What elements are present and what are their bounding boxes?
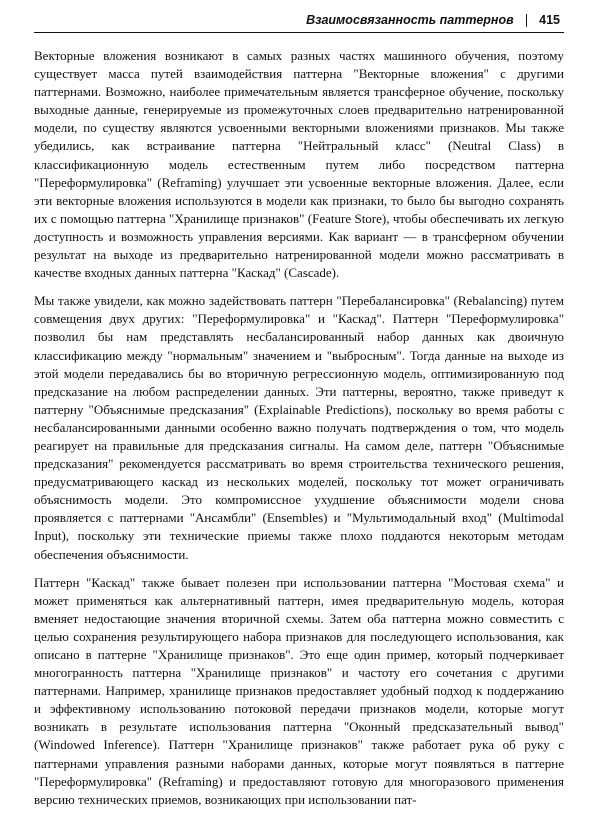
paragraph-cascade: Паттерн "Каскад" также бывает полезен при использовании паттерна "Мостовая схема" и может применяться как альтернативный паттерн, имея предварительную модель, которая вменяет недостающие значения вторичной схемы. Затем оба паттерна можно совместить с целью сохранения результирующего набора признаков для последующего использования, как описано в паттерне "Хранилище признаков". Это еще один пример, который подчеркивает многогранность паттерна "Хранилище признаков" и частоту его сочетания с другими паттернами. Например, хранилище признаков предоставляет удобный подход к поддержанию и эффективному использованию потоковой передачи признаков модели, которые могут возникать в результате использования паттерна "Оконный предсказательный вывод" (Windowed Inference). Паттерн "Хранилище признаков" также работает рука об руку с паттернами управления разными наборами данных, которые могут появляться в паттерне "Переформулировка" (Reframing) и предоставляют готовую для многоразового применения версию технических приемов, возникающих при использовании пат-	[34, 574, 564, 807]
running-header	[34, 10, 564, 33]
header-separator	[526, 14, 528, 27]
book-page	[34, 10, 564, 822]
paragraph-embeddings: Векторные вложения возникают в самых разных частях машинного обучения, поэтому существует масса путей взаимодействия паттерна "Векторные вложения" с другими паттернами. Возможно, наиболее примечательным является трансферное обучение, поскольку выходные данные, генерируемые из промежуточных слоев предварительно натренированной модели, по существу являются усвоенными векторными вложениями признаков. Мы также убедились, как встраивание паттерна "Нейтральный класс" (Neutral Class) в классификационную модель естественным путем либо посредством паттерна "Переформулировка" (Reframing) улучшает эти усвоенные векторные вложения. Далее, если эти векторные вложения используются в модели как признаки, то было бы выгодно сохранять их с помощью паттерна "Хранилище признаков" (Feature Store), чтобы обеспечивать их легкую доступность и возможность управления версиями. Как вариант — в трансферном обучении результат на выходе из предварительно натренированной модели можно рассматривать в качестве входных данных паттерна "Каскад" (Cascade).	[34, 48, 564, 281]
page-number: 415	[539, 13, 560, 27]
body-text	[34, 47, 564, 809]
chapter-title: Взаимосвязанность паттернов	[306, 13, 514, 27]
paragraph-rebalancing: Мы также увидели, как можно задействовать паттерн "Перебалансировка" (Rebalancing) путем совмещения двух других: "Переформулировка" и "Каскад". Паттерн "Переформулировка" позволил бы нам представлять несбалансированный набор данных как двоичную классификацию между "нормальным" значением и "выбросным". Тогда данные на выходе из этой модели передавались бы во вторичную регрессионную модель, оптимизированную под предсказание на любом распределении данных. Эти паттерны, вероятно, также приведут к паттерну "Объяснимые предсказания" (Explainable Predictions), поскольку во время работы с несбалансированными данными особенно важно получать подтверждения о том, что модель реагирует на правильные для предсказания сигналы. На самом деле, паттерн "Объяснимые предсказания" рекомендуется рассматривать во время строительства технического решения, предусматривающего каскад из нескольких моделей, поскольку тот может ограничивать объяснимость модели. Это компромиссное ухудшение объяснимости модели снова проявляется с паттернами "Ансамбли" (Ensembles) и "Мультимодальный вход" (Multimodal Input), поскольку эти технические приемы также плохо поддаются некоторым методам обеспечения объяснимости.	[34, 293, 564, 562]
